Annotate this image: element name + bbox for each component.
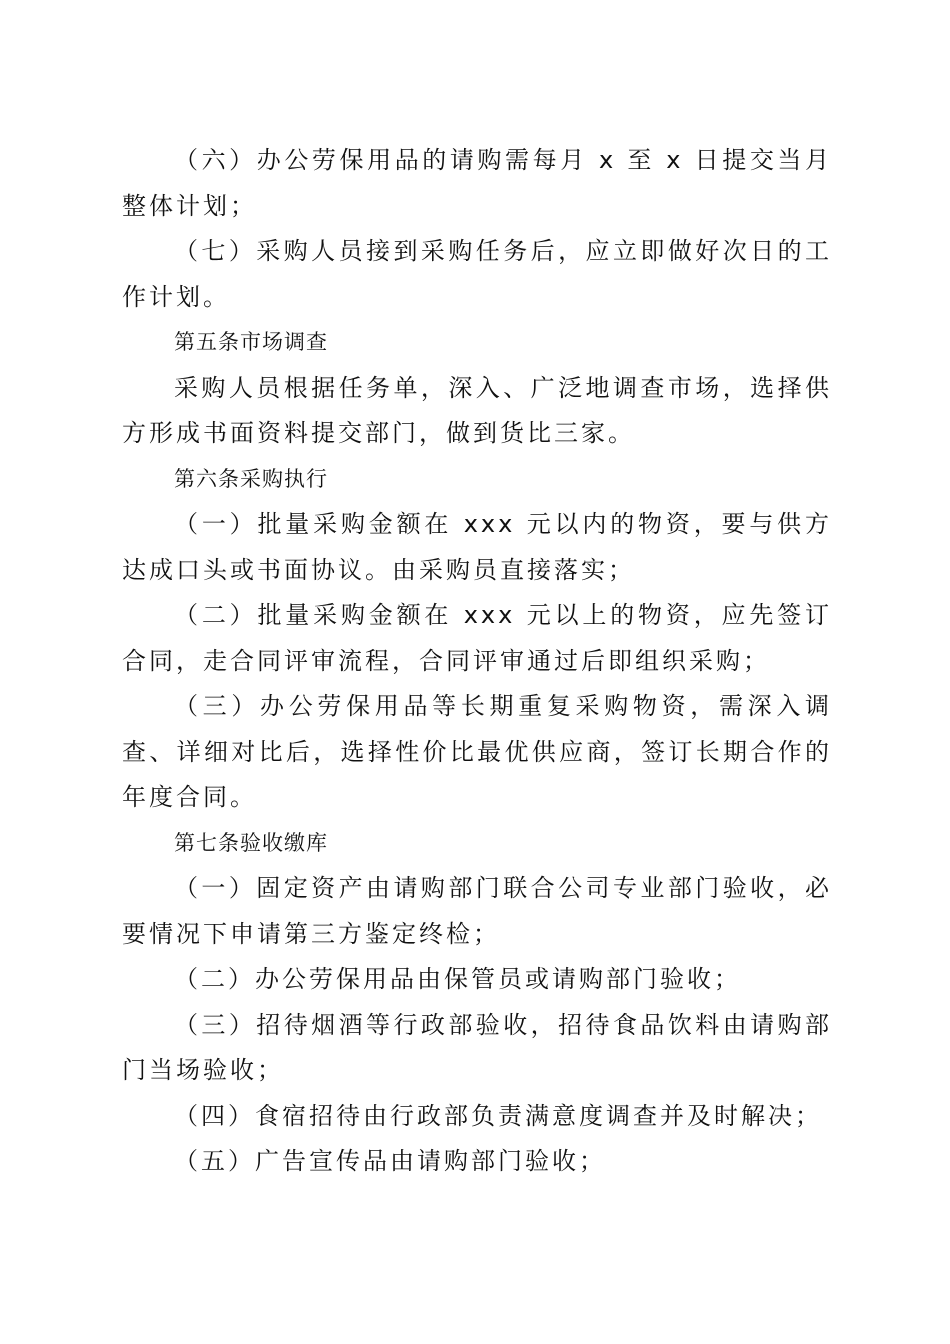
paragraph: （六）办公劳保用品的请购需每月 x 至 x 日提交当月整体计划； (122, 146, 832, 220)
paragraph: （三）招待烟酒等行政部验收，招待食品饮料由请购部门当场验收； (122, 1010, 832, 1084)
paragraph: （一）固定资产由请购部门联合公司专业部门验收，必要情况下申请第三方鉴定终检； (122, 874, 832, 948)
paragraph: （二）批量采购金额在 xxx 元以上的物资，应先签订合同，走合同评审流程，合同评审通过后即组织采购； (122, 601, 832, 675)
paragraph: （七）采购人员接到采购任务后，应立即做好次日的工作计划。 (122, 237, 832, 311)
paragraph: 采购人员根据任务单，深入、广泛地调查市场，选择供方形成书面资料提交部门，做到货比三家。 (122, 373, 832, 447)
paragraph: （二）办公劳保用品由保管员或请购部门验收； (174, 965, 741, 993)
section-heading: 第七条验收缴库 (174, 830, 328, 855)
paragraph: （一）批量采购金额在 xxx 元以内的物资，要与供方达成口头或书面协议。由采购员直接落实； (122, 510, 832, 584)
section-heading: 第五条市场调查 (174, 330, 328, 354)
paragraph: （四）食宿招待由行政部负责满意度调查并及时解决； (174, 1101, 822, 1130)
paragraph: （三）办公劳保用品等长期重复采购物资，需深入调查、详细对比后，选择性价比最优供应商，签订长期合作的年度合同。 (122, 692, 832, 811)
section-heading: 第六条采购执行 (174, 466, 328, 491)
document-body (122, 138, 832, 1185)
paragraph: （五）广告宣传品由请购部门验收； (174, 1147, 606, 1175)
